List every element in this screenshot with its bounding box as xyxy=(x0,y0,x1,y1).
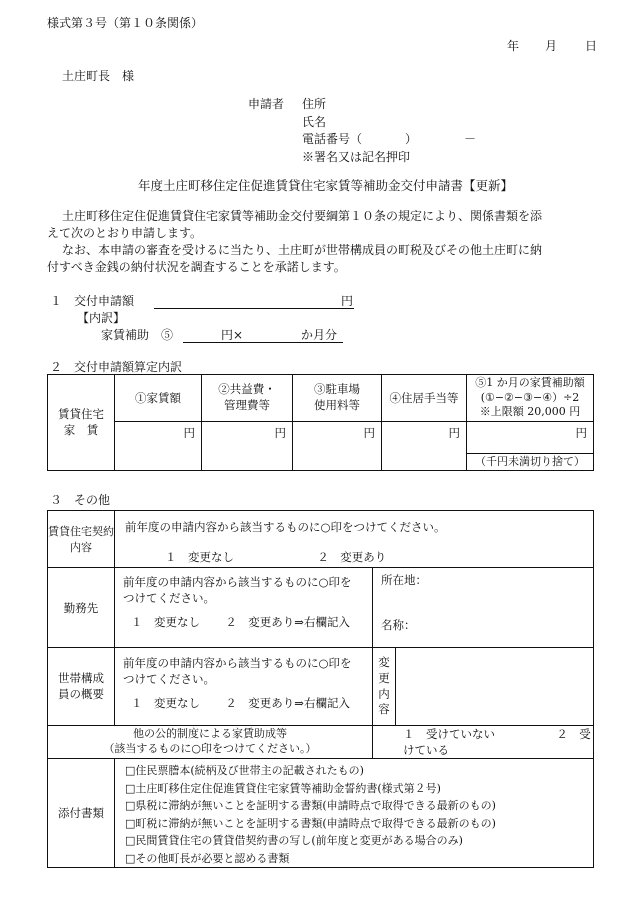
workplace-name-label: 名称： xyxy=(381,618,416,632)
household-prompt-line2: つけてください。 xyxy=(123,671,215,686)
cell-monthly-subsidy[interactable] xyxy=(467,422,594,471)
section3-heading: ３ その他 xyxy=(50,493,111,507)
attachment-item[interactable]: □町税に滞納が無いことを証明する書類(申請時点で取得できる最新のもの) xyxy=(125,816,496,830)
seal-note: ※署名又は記名押印 xyxy=(302,150,411,164)
other-subsidy-option-no[interactable]: １ 受けていない xyxy=(403,727,495,741)
contract-label: 賃貸住宅契約内容 xyxy=(48,511,115,568)
workplace-address-label: 所在地： xyxy=(381,573,427,587)
col-housing-allowance: ④住居手当等 xyxy=(382,375,467,422)
household-prompt-line1: 前年度の申請内容から該当するものに○印を xyxy=(123,656,352,670)
col-parking-fee: ③駐車場 使用料等 xyxy=(293,375,382,422)
rent-months: か月分 xyxy=(301,328,338,342)
col-monthly-subsidy: ⑤1 か月の家賃補助額 (①−②−③−④）÷2 ※上限額 20,000 円 xyxy=(467,375,594,422)
breakdown-label: 【内訳】 xyxy=(77,311,126,325)
contract-option-changed[interactable]: ２ 変更あり xyxy=(317,550,387,564)
attachment-item[interactable]: □その他町長が必要と認める書類 xyxy=(125,851,290,865)
cell-housing-allowance[interactable]: 円 xyxy=(382,422,467,471)
cell-parking-fee[interactable]: 円 xyxy=(293,422,382,471)
contract-option-no-change[interactable]: １ 変更なし xyxy=(165,550,234,564)
applicant-label: 申請者 xyxy=(248,97,285,111)
date-year: 年 xyxy=(507,39,520,53)
applicant-phone-close: ） xyxy=(405,132,418,146)
attachments-list xyxy=(115,759,594,868)
change-content-field[interactable] xyxy=(396,648,594,726)
date-day: 日 xyxy=(585,39,598,53)
rent-underline xyxy=(183,342,343,343)
workplace-details[interactable] xyxy=(373,568,594,648)
workplace-option-no-change[interactable]: １ 変更なし xyxy=(131,615,200,630)
change-content-label: 変 更 内 容 xyxy=(373,648,396,726)
section1-heading: １ 交付申請額 xyxy=(50,294,135,308)
attachment-item[interactable]: □土庄町移住定住促進賃貸住宅家賃等補助金誓約書(様式第２号) xyxy=(125,781,441,795)
body-para1-line1: 土庄町移住定住促進賃貸住宅家賃等補助金交付要綱第１０条の規定により、関係書類を添 xyxy=(62,209,543,223)
col-common-fee: ②共益費・ 管理費等 xyxy=(202,375,293,422)
section1-yen: 円 xyxy=(341,294,354,308)
other-subsidy-options[interactable] xyxy=(373,726,594,759)
applicant-phone-label: 電話番号（ xyxy=(302,132,363,146)
attachments-label: 添付書類 xyxy=(48,759,115,868)
workplace-option-changed[interactable]: ２ 変更あり⇒右欄記入 xyxy=(225,615,350,630)
contract-prompt: 前年度の申請内容から該当するものに○印をつけてください。 xyxy=(125,520,446,534)
attachment-item[interactable]: □民間賃貸住宅の賃貸借契約書の写し(前年度と変更がある場合のみ) xyxy=(125,834,463,847)
body-para1-line2: えて次のとおり申請します。 xyxy=(47,226,203,240)
rent-yen-times: 円× xyxy=(221,328,244,342)
cell-common-fee[interactable]: 円 xyxy=(202,422,293,471)
rent-row-label: 賃貸住宅 家 賃 xyxy=(48,375,115,471)
contract-content[interactable] xyxy=(115,511,594,568)
household-label: 世帯構成 員の概要 xyxy=(48,648,115,726)
cell-rent-amount[interactable]: 円 xyxy=(115,422,202,471)
body-para2-line2: 付すべき金銭の納付状況を調査することを承諾します。 xyxy=(47,260,346,274)
rent-subsidy-label: 家賃補助 ⑤ xyxy=(101,328,174,342)
applicant-name-label: 氏名 xyxy=(302,115,327,129)
other-info-table xyxy=(47,510,594,868)
other-subsidy-option-yes[interactable]: ２ 受けている xyxy=(403,727,591,757)
household-option-changed[interactable]: ２ 変更あり⇒右欄記入 xyxy=(225,696,350,711)
household-option-no-change[interactable]: １ 変更なし xyxy=(131,696,200,711)
workplace-options[interactable] xyxy=(115,568,373,648)
section2-heading: ２ 交付申請額算定内訳 xyxy=(50,360,183,374)
other-subsidy-label: 他の公的制度による家賃助成等 （該当するものに○印をつけてください。） xyxy=(48,726,373,759)
contract-options xyxy=(115,535,593,565)
attachment-item[interactable]: □県税に滞納が無いことを証明する書類(申請時点で取得できる最新のもの) xyxy=(125,799,496,812)
addressee: 土庄町長 様 xyxy=(62,69,135,83)
body-para2-line1: なお、本申請の審査を受けるに当たり、土庄町が世帯構成員の町税及びその他土庄町に納 xyxy=(62,243,543,257)
workplace-prompt-line1: 前年度の申請内容から該当するものに○印を xyxy=(123,575,352,589)
applicant-phone-dash: － xyxy=(464,132,477,146)
workplace-prompt-line2: つけてください。 xyxy=(123,590,215,605)
form-number: 様式第３号（第１０条関係） xyxy=(47,16,204,30)
calculation-table xyxy=(47,374,594,471)
attachment-item[interactable]: □住民票謄本(続柄及び世帯主の記載されたもの) xyxy=(125,764,364,777)
date-month: 月 xyxy=(545,39,558,53)
applicant-address-label: 住所 xyxy=(302,97,327,111)
workplace-label: 勤務先 xyxy=(48,568,115,648)
household-options[interactable] xyxy=(115,648,373,726)
rounding-note: （千円未満切り捨て） xyxy=(467,453,593,470)
amount-underline xyxy=(154,308,354,309)
document-title: 年度土庄町移住定住促進賃貸住宅家賃等補助金交付申請書【更新】 xyxy=(138,178,514,193)
col-rent-amount: ①家賃額 xyxy=(115,375,202,422)
subsidy-yen: 円 xyxy=(575,426,587,440)
